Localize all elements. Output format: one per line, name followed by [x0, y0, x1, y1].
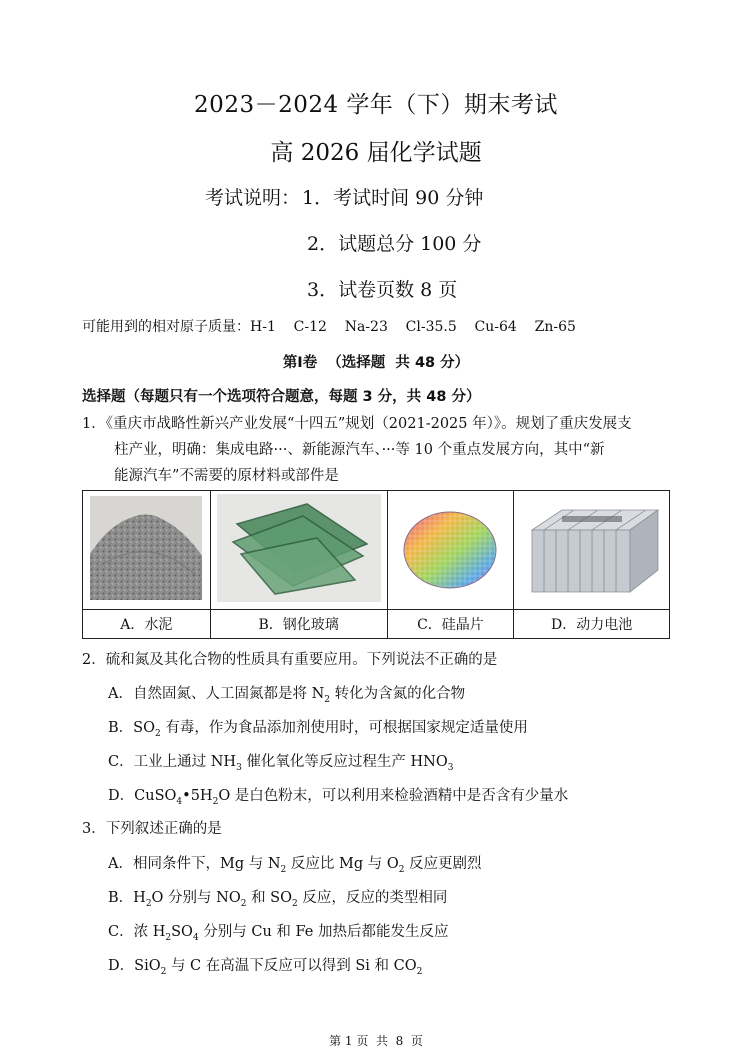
cement-image — [90, 496, 202, 600]
page-footer: 第 1 页 共 8 页 — [329, 1034, 423, 1048]
atomic-masses: 可能用到的相对原子质量：H-1 C-12 Na-23 Cl-35.5 Cu-64 Zn-65 — [82, 319, 576, 335]
q1-line-3: 能源汽车”不需要的原材料或部件是 — [114, 468, 339, 484]
power-battery-image — [522, 496, 662, 600]
wafer-image-cell — [387, 491, 514, 610]
q3-option-d: D．SiO$_2$ 与 C 在高温下反应可以得到 Si 和 $CO_2$ — [108, 958, 423, 977]
silicon-wafer-image — [395, 496, 505, 600]
q3-option-a: A．相同条件下，Mg 与 $N_2$ 反应比 Mg 与 $O_2$ 反应更剧烈 — [108, 856, 482, 875]
q2-option-d: D．$CuSO_4•5H_2O$ 是白色粉末，可以利用来检验酒精中是否含有少量水 — [108, 788, 569, 807]
exam-title: 2023－2024 学年（下）期末考试 — [194, 92, 558, 118]
q1-option-table — [82, 490, 670, 639]
exam-note-3: 3．试卷页数 8 页 — [307, 279, 458, 301]
battery-image-cell — [514, 491, 670, 610]
exam-notes-label: 考试说明： — [205, 187, 301, 209]
q3-stem: 3．下列叙述正确的是 — [82, 821, 222, 837]
glass-image-cell — [210, 491, 387, 610]
exam-subtitle: 高 2026 届化学试题 — [270, 140, 482, 166]
q1-line-1: 1．《重庆市战略性新兴产业发展“十四五”规划（2021-2025 年）》。规划了重庆发展支 — [82, 416, 632, 432]
exam-note-1: 1．考试时间 90 分钟 — [302, 187, 484, 209]
q1-option-a: A．水泥 — [83, 610, 211, 639]
q2-option-c: C．工业上通过 $NH_3$ 催化氧化等反应过程生产 $HNO_3$ — [108, 754, 454, 773]
q3-option-b: B．$H_2O$ 分别与 $NO_2$ 和 $SO_2$ 反应，反应的类型相同 — [108, 890, 448, 909]
q2-option-b: B．$SO_2$ 有毒，作为食品添加剂使用时，可根据国家规定适量使用 — [108, 720, 528, 739]
section-heading: 选择题（每题只有一个选项符合题意，每题 3 分，共 48 分） — [82, 389, 481, 405]
q1-option-b: B．钢化玻璃 — [210, 610, 387, 639]
q1-option-d: D．动力电池 — [514, 610, 670, 639]
q3-option-c: C．浓 $H_2SO_4$ 分别与 Cu 和 Fe 加热后都能发生反应 — [108, 924, 449, 943]
q2-stem: 2．硫和氮及其化合物的性质具有重要应用。下列说法不正确的是 — [82, 652, 498, 668]
tempered-glass-image — [217, 494, 381, 602]
section-title: 第Ⅰ卷 （选择题 共 48 分） — [282, 355, 470, 371]
q1-option-c: C．硅晶片 — [387, 610, 514, 639]
q1-line-2: 柱产业，明确：集成电路···、新能源汽车、···等 10 个重点发展方向，其中“新 — [114, 442, 605, 458]
q2-option-a: A．自然固氮、人工固氮都是将 $N_2$ 转化为含氮的化合物 — [108, 686, 466, 705]
cement-image-cell — [83, 491, 211, 610]
exam-note-2: 2．试题总分 100 分 — [307, 233, 482, 255]
